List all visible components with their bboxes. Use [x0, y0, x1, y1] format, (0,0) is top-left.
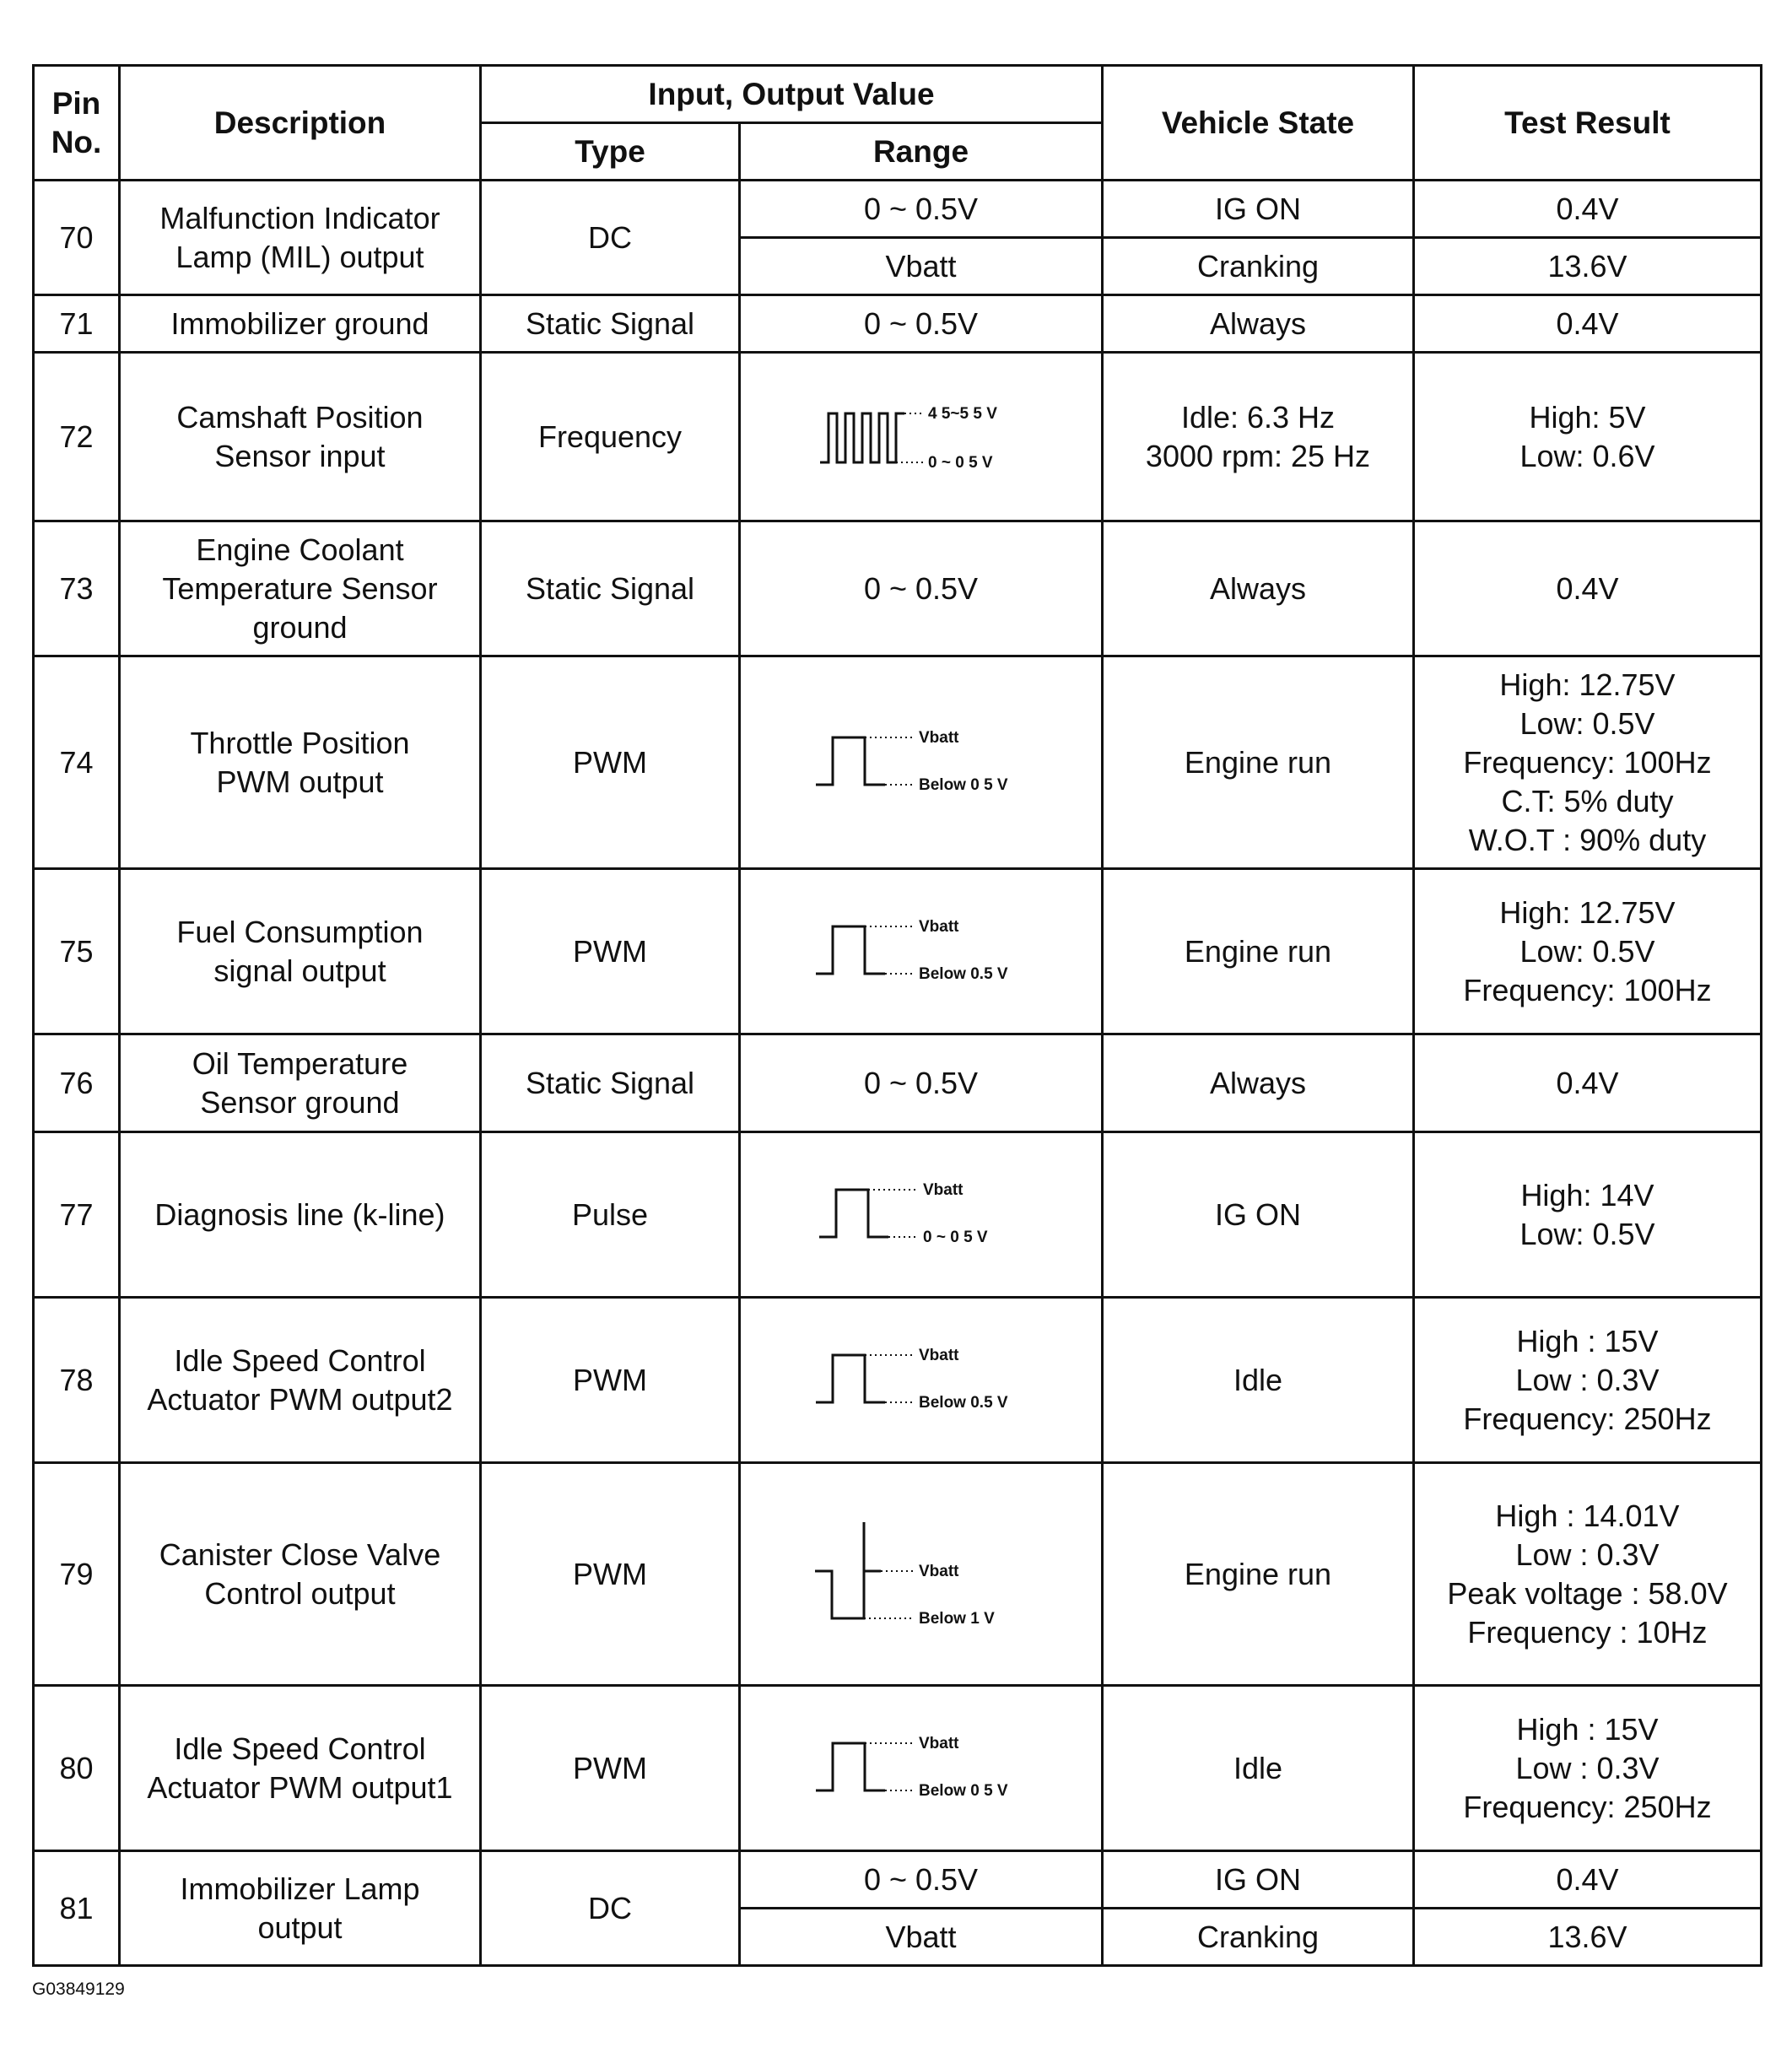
wave-high-label: 4 5~5 5 V [927, 404, 997, 423]
wave-low-label: Below 0 5 V [918, 1781, 1008, 1800]
vehicle-state: Idle [1103, 1686, 1414, 1851]
pin-number: 79 [34, 1463, 120, 1686]
test-result: High: 14V Low: 0.5V [1414, 1132, 1762, 1298]
test-result: High: 12.75V Low: 0.5V Frequency: 100Hz C.T: 5% duty W.O.T : 90% duty [1414, 656, 1762, 869]
pin-range-waveform [740, 656, 1103, 869]
pin-number: 78 [34, 1298, 120, 1463]
pulse-waveform [807, 1347, 1035, 1414]
pin-number: 80 [34, 1686, 120, 1851]
vehicle-state: Engine run [1103, 869, 1414, 1034]
pin-type: Pulse [481, 1132, 740, 1298]
table-row [34, 521, 1762, 656]
pin-description: Malfunction Indicator Lamp (MIL) output [120, 181, 481, 295]
vehicle-state: Engine run [1103, 1463, 1414, 1686]
pin-number: 81 [34, 1851, 120, 1966]
pin-number: 72 [34, 353, 120, 521]
pin-range: 0 ~ 0.5V [740, 1034, 1103, 1132]
pin-description: Throttle Position PWM output [120, 656, 481, 869]
pin-type: DC [481, 1851, 740, 1966]
pin-description: Idle Speed Control Actuator PWM output1 [120, 1686, 481, 1851]
pin-range: 0 ~ 0.5V [740, 295, 1103, 353]
wave-high-label: Vbatt [918, 1734, 958, 1752]
pin-type: Static Signal [481, 521, 740, 656]
figure-code: G03849129 [32, 1979, 125, 1999]
test-result: High : 14.01V Low : 0.3V Peak voltage : 58.0V Frequency : 10Hz [1414, 1463, 1762, 1686]
pin-description: Canister Close Valve Control output [120, 1463, 481, 1686]
vehicle-state: IG ON [1103, 181, 1414, 238]
pin-number: 73 [34, 521, 120, 656]
square-waveform [812, 403, 1031, 471]
pin-range-waveform [740, 1686, 1103, 1851]
pulse-waveform [807, 918, 1035, 986]
table-row [34, 353, 1762, 521]
test-result: 0.4V [1414, 181, 1762, 238]
pin-type: PWM [481, 1686, 740, 1851]
pin-description: Camshaft Position Sensor input [120, 353, 481, 521]
table-row [34, 1851, 1762, 1909]
vehicle-state: Idle: 6.3 Hz 3000 rpm: 25 Hz [1103, 353, 1414, 521]
table-row [34, 1034, 1762, 1132]
pin-range-waveform [740, 869, 1103, 1034]
wave-high-label: Vbatt [922, 1180, 963, 1199]
spike-waveform [803, 1515, 1039, 1634]
wave-high-label: Vbatt [918, 1562, 958, 1580]
vehicle-state: Idle [1103, 1298, 1414, 1463]
vehicle-state: Cranking [1103, 238, 1414, 295]
test-result: 13.6V [1414, 238, 1762, 295]
pulse-waveform [807, 729, 1035, 797]
header-description: Description [120, 66, 481, 181]
pin-number: 75 [34, 869, 120, 1034]
pin-type: PWM [481, 656, 740, 869]
pin-number: 77 [34, 1132, 120, 1298]
table-row [34, 1686, 1762, 1851]
wave-high-label: Vbatt [918, 917, 958, 936]
pin-range: 0 ~ 0.5V [740, 521, 1103, 656]
vehicle-state: IG ON [1103, 1132, 1414, 1298]
test-result: 0.4V [1414, 1034, 1762, 1132]
wave-low-label: Below 1 V [918, 1609, 995, 1628]
test-result: 0.4V [1414, 295, 1762, 353]
table-row [34, 656, 1762, 869]
pin-type: PWM [481, 1298, 740, 1463]
table-row [34, 181, 1762, 238]
pin-number: 71 [34, 295, 120, 353]
pin-range-waveform [740, 1463, 1103, 1686]
header-range: Range [740, 123, 1103, 181]
pin-description: Oil Temperature Sensor ground [120, 1034, 481, 1132]
table-row [34, 1298, 1762, 1463]
test-result: High : 15V Low : 0.3V Frequency: 250Hz [1414, 1298, 1762, 1463]
header-test-result: Test Result [1414, 66, 1762, 181]
test-result: High: 12.75V Low: 0.5V Frequency: 100Hz [1414, 869, 1762, 1034]
pin-number: 74 [34, 656, 120, 869]
pin-description: Diagnosis line (k-line) [120, 1132, 481, 1298]
pin-range: Vbatt [740, 238, 1103, 295]
header-pin-no: Pin No. [34, 66, 120, 181]
test-result: High : 15V Low : 0.3V Frequency: 250Hz [1414, 1686, 1762, 1851]
pin-range-waveform [740, 1298, 1103, 1463]
pulse-waveform [807, 1181, 1035, 1249]
vehicle-state: IG ON [1103, 1851, 1414, 1909]
pin-type: DC [481, 181, 740, 295]
pin-description: Engine Coolant Temperature Sensor ground [120, 521, 481, 656]
test-result: 0.4V [1414, 521, 1762, 656]
pin-type: PWM [481, 869, 740, 1034]
vehicle-state: Always [1103, 521, 1414, 656]
pin-number: 70 [34, 181, 120, 295]
pin-number: 76 [34, 1034, 120, 1132]
pin-range: 0 ~ 0.5V [740, 181, 1103, 238]
wave-low-label: Below 0.5 V [918, 1393, 1008, 1412]
pin-description: Immobilizer Lamp output [120, 1851, 481, 1966]
pin-type: Frequency [481, 353, 740, 521]
pin-description: Immobilizer ground [120, 295, 481, 353]
pulse-waveform [807, 1735, 1035, 1802]
test-result: 0.4V [1414, 1851, 1762, 1909]
vehicle-state: Engine run [1103, 656, 1414, 869]
pin-range-waveform [740, 353, 1103, 521]
table-row [34, 869, 1762, 1034]
vehicle-state: Always [1103, 1034, 1414, 1132]
table-row [34, 295, 1762, 353]
wave-high-label: Vbatt [918, 1346, 958, 1364]
wave-low-label: 0 ~ 0 5 V [927, 453, 993, 472]
vehicle-state: Cranking [1103, 1909, 1414, 1966]
header-type: Type [481, 123, 740, 181]
pin-type: Static Signal [481, 295, 740, 353]
pin-description: Fuel Consumption signal output [120, 869, 481, 1034]
header-vehicle-state: Vehicle State [1103, 66, 1414, 181]
pin-spec-table [32, 64, 1762, 1967]
test-result: High: 5V Low: 0.6V [1414, 353, 1762, 521]
table-row [34, 1132, 1762, 1298]
pin-type: PWM [481, 1463, 740, 1686]
pin-range-waveform [740, 1132, 1103, 1298]
wave-low-label: Below 0 5 V [918, 775, 1008, 794]
test-result: 13.6V [1414, 1909, 1762, 1966]
table-row [34, 1463, 1762, 1686]
wave-low-label: 0 ~ 0 5 V [922, 1228, 988, 1246]
wave-low-label: Below 0.5 V [918, 964, 1008, 983]
pin-description: Idle Speed Control Actuator PWM output2 [120, 1298, 481, 1463]
pin-range: Vbatt [740, 1909, 1103, 1966]
vehicle-state: Always [1103, 295, 1414, 353]
pin-range: 0 ~ 0.5V [740, 1851, 1103, 1909]
pin-type: Static Signal [481, 1034, 740, 1132]
wave-high-label: Vbatt [918, 728, 958, 747]
header-io-value: Input, Output Value [481, 66, 1103, 123]
